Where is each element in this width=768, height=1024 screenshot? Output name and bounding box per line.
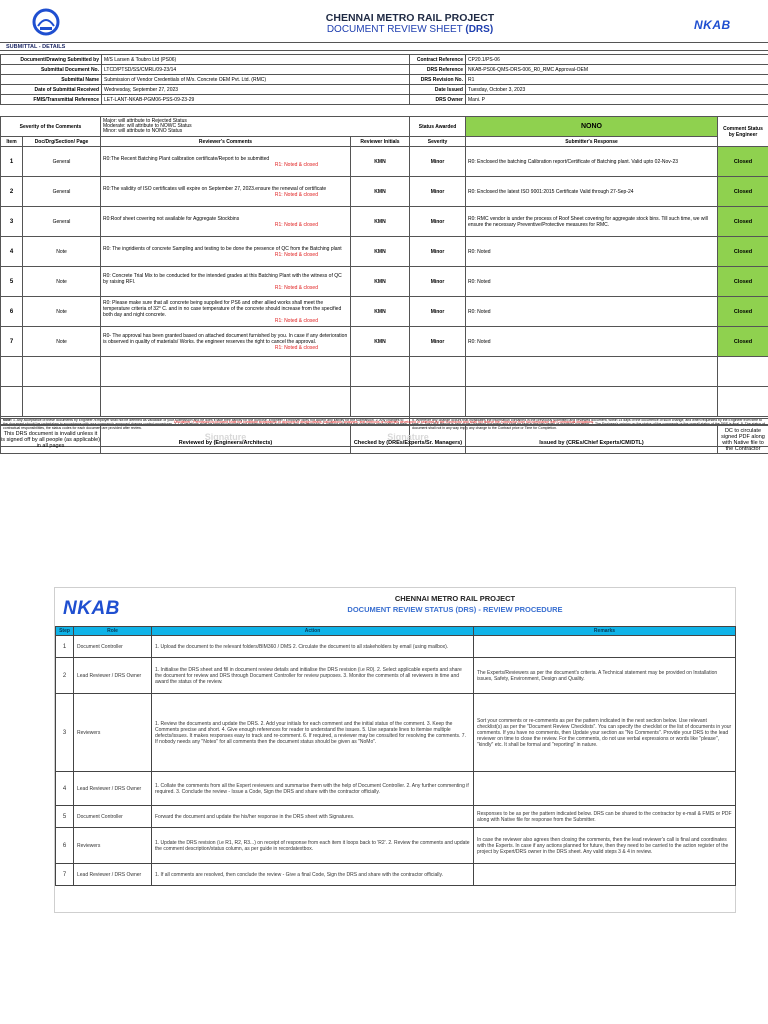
doc-reference: Note [23,297,101,327]
step-number: 1 [56,636,74,658]
disclaimer: Disclaimer : Permission to proceed shall not constitute acceptance or approval of design details, calculations, analyses, test methods or materials developed or selected by the Contractor and shall not relieve the Contractor from full compliance with Contractual obligations. [0,418,768,425]
detail-label: Submittal Name [1,75,102,85]
doc-reference: Note [23,327,101,357]
step-role: Lead Reviewer / DRS Owner [74,772,152,806]
step-remarks: Responses to be as per the pattern indicated below. DRS can be shared to the contractor by e-mail & FMIS or PDF along with Native file for response from the Submitter. [474,806,736,828]
submitter-response: R0: RMC vendor is under the process of Roof Sheet covering for aggregate stock bins. Till such time, we will ensure the necessary Preventive/Protective measures for RMC. [466,207,718,237]
col-doc: Doc/Drg/Section/ Page [23,137,101,147]
comment-status-badge: Closed [718,327,768,357]
submitter-response: R0: Enclosed the latest ISO 9001:2015 Certificate Valid through 27-Sep-24 [466,177,718,207]
submitter-response: R0: Enclosed the batching Calibration report/Certificate of Batching plant. Valid upto 02-Nov-23 [466,147,718,177]
table-row-empty [1,357,768,387]
doc-reference: Note [23,237,101,267]
step-action: 1. Upload the document to the relevant folders/BIM360 / DMS 2. Circulate the document to all stakeholders by email (using mailbox). [152,636,474,658]
severity-label: Severity of the Comments [1,117,101,137]
submitter-response: R0: Noted [466,297,718,327]
severity-value: Minor [410,207,466,237]
comment-status-badge: Closed [718,207,768,237]
nkab-logo: NKAB [694,18,731,32]
table-row [1,327,768,357]
issued-signature: Issued by (CREs/Chief Experts/CM/DTL) [466,426,718,454]
detail-value: LET-LANT-NKAB-PGM06-PSS-09-23-29 [102,95,410,105]
item-number: 4 [1,237,23,267]
detail-value: CP20.1/PS-06 [466,55,768,65]
reviewer-comment: R0:Roof sheet covering not available for Aggregate Stockbins R1: Noted & closed [101,207,351,237]
r1-note: R1: Noted & closed [274,284,318,291]
item-number: 3 [1,207,23,237]
reviewer-initials: KMN [351,237,410,267]
document-review-sheet [0,0,768,452]
step-role: Reviewers [74,828,152,864]
r1-note: R1: Noted & closed [274,191,318,198]
step-number: 3 [56,694,74,772]
cmrl-logo-icon [32,8,60,36]
col-response: Submitter's Response [466,137,718,147]
step-role: Lead Reviewer / DRS Owner [74,864,152,886]
invalid-note: This DRS document is invalid unless it is signed off by all people (as applicable) in all pages [1,426,101,454]
procedure-row [56,864,736,886]
proc-col-remarks: Remarks [474,627,736,636]
comment-status-badge: Closed [718,237,768,267]
step-remarks [474,636,736,658]
status-awarded-value: NONO [466,117,718,137]
reviewer-comment: R0: Please make sure that all concrete being supplied for PS6 and other allied works shall meet the temperature criteria of 32° C. and in no case temperature of the concrete should increase from the specified both day and night concrete. R1: Noted & closed [101,297,351,327]
step-number: 2 [56,658,74,694]
r1-note: R1: Noted & closed [274,251,318,258]
table-row [1,147,768,177]
reviewer-initials: KMN [351,267,410,297]
procedure-project-title: CHENNAI METRO RAIL PROJECT [394,594,516,603]
step-remarks: The Experts/Reviewers as per the document's criteria. A Technical statement may be provided on Installation issues, Safety, Environment, Design and Quality. [474,658,736,694]
notes-right: 5. Wherever any change occurs that invalidates the information contained in the previously submitted and reviewed document, within 14 days of the occurrence of such change, and when requested by the Engineer from time to time. 6. The DRS Report is part of the Drawing/Document and shall be kept in the last pages of drawing/Document. 7. The Engineer's opinion on the status of the comments or the overall status of the DRS is final. 8. The status of document shall not in any way imply any change to the Contract price or Time for Completion. [410,417,768,447]
submitter-response: R0: Noted [466,267,718,297]
review-comments-table [0,116,768,447]
step-action: 1. Collate the comments from all the Expert reviewers and summarise them with the help of Document Controller. 2. Any further commenting if required. 3. Conclude the review - Issue a Code, Sign the DRS and share with the contractor officially. [152,772,474,806]
proc-col-role: Role [74,627,152,636]
step-action: 1. Initialise the DRS sheet and fill in document review details and initialise the DRS revision (i.e R0). 2. Select applicable experts and share the document for review and DRS through Document Controller for review purposes. 3. Monitor the comments of all reviewers in time and award the status of the review. [152,658,474,694]
table-row [1,297,768,327]
table-row [1,207,768,237]
reviewer-initials: KMN [351,177,410,207]
table-row [1,177,768,207]
severity-legend: Major: will attribute to Rejected Status Moderate: will attribute to NOWC Status Minor: will attribute to NONO Status [101,117,410,137]
step-action: 1. If all comments are resolved, then conclude the review - Give a final Code, Sign the DRS and share with the contractor officially. [152,864,474,886]
doc-reference: General [23,207,101,237]
r1-note: R1: Noted & closed [274,344,318,351]
reviewer-initials: KMN [351,207,410,237]
step-action: 1. Update the DRS revision (i.e R1, R2, R3...) on receipt of response from each item it loops back to 'R2'. 2. Review the comments and update the comment description/status column, as per guide in recordatextbox. [152,828,474,864]
step-action: 1. Review the documents and update the DRS. 2. Add your initials for each comment and the initial status of the comment. 3. Keep the Comments precise and short. 4. Give enough references for reader to understand the issues. 5. Use separate lines to itemise multiple defects/issues. It makes responses easy to track and re-comment. 6. If required, a reviewer may be consulted for resolving the comments. 7. If nobody needs any "Notes" for all comments then the document status should be given as "NoMo". [152,694,474,772]
detail-value: NKAB-PS06-QMS-DRS-006_R0_RMC Approval-OEM [466,65,768,75]
nkab-logo: NKAB [63,598,120,619]
comment-status-badge: Closed [718,267,768,297]
submittal-details-table [0,54,768,105]
table-row-empty [1,387,768,417]
detail-label: Date Issued [410,85,466,95]
item-number: 5 [1,267,23,297]
submitter-response: R0: Noted [466,327,718,357]
detail-label: DRS Owner [410,95,466,105]
step-number: 6 [56,828,74,864]
detail-value: M/S Larsen & Toubro Ltd (PS06) [102,55,410,65]
section-title: SUBMITTAL - DETAILS [0,42,768,51]
sheet-title: DOCUMENT REVIEW SHEET (DRS) [326,24,494,35]
detail-value: Submission of Vendor Credentials of M/s. Concrete OEM Pvt. Ltd. (RMC) [102,75,410,85]
sheet-header [0,0,768,42]
item-number: 2 [1,177,23,207]
detail-label: Document/Drawing Submitted by [1,55,102,65]
status-awarded-label: Status Awarded [410,117,466,137]
procedure-subtitle: DOCUMENT REVIEW STATUS (DRS) - REVIEW PROCEDURE [347,605,563,614]
r1-note: R1: Noted & closed [274,317,318,324]
reviewer-comment: R0: Concrete Trial Mix to be conducted for the intended grades at this Batching Plant with the witness of QC by raising RFI. R1: Noted & closed [101,267,351,297]
detail-value: LTCD/PTSD/SS/CMRL/09-23/14 [102,65,410,75]
step-number: 4 [56,772,74,806]
comment-status-badge: Closed [718,177,768,207]
step-number: 7 [56,864,74,886]
detail-value: R1 [466,75,768,85]
severity-value: Minor [410,177,466,207]
detail-value: Wednesday, September 27, 2023 [102,85,410,95]
procedure-row [56,828,736,864]
reviewed-signature: Signature Reviewed by (Engineers/Architects) [101,426,351,454]
checked-signature: Signature Checked by (DREs/Experts/Sr. Managers) [351,426,466,454]
reviewer-initials: KMN [351,327,410,357]
r1-note: R1: Noted & closed [274,161,318,168]
item-number: 7 [1,327,23,357]
detail-value: Tuesday, October 3, 2023 [466,85,768,95]
severity-value: Minor [410,267,466,297]
procedure-row [56,694,736,772]
review-procedure-image [55,588,735,912]
project-title: CHENNAI METRO RAIL PROJECT [325,12,495,24]
signoff-table [0,425,768,454]
r1-note: R1: Noted & closed [274,221,318,228]
reviewer-comment: R0:The Recent Batching Plant calibration certificate/Report to be submitted R1: Noted & closed [101,147,351,177]
col-comments: Reviewer's Comments [101,137,351,147]
detail-label: Contract Reference [410,55,466,65]
reviewer-initials: KMN [351,147,410,177]
procedure-row [56,806,736,828]
step-remarks: Sort your comments or re-comments as per the pattern indicated in the next section below. Use relevant checklist(s) as per the "Document Review Checklists". You can specify the checklist or the list of documents in your comments. If you have no comments, then Update your section as "No Comments". Provide your DRS to the lead reviewer on time to close the review. For the comments, do not use verbal expressions or words like "please", "kindly" etc. It shall be formal and "reporting" in nature. [474,694,736,772]
procedure-table [55,626,736,886]
item-number: 6 [1,297,23,327]
proc-col-step: Step [56,627,74,636]
reviewer-initials: KMN [351,297,410,327]
detail-value: Mani. P [466,95,768,105]
severity-value: Minor [410,237,466,267]
step-role: Lead Reviewer / DRS Owner [74,658,152,694]
step-action: Forward the document and update the his/her response in the DRS sheet with Signatures. [152,806,474,828]
table-row [1,237,768,267]
procedure-row [56,772,736,806]
reviewer-comment: R0- The approval has been granted based on attached document furnished by you. In case if any deterioration is observed in quality of materials/ Works. the engineer reserves the right to cancel the approval. R1: Noted & closed [101,327,351,357]
severity-value: Minor [410,297,466,327]
step-remarks: In case the reviewer also agrees then closing the comments, then the lead reviewer's call is final and coordinates with the Experts. In case if any actions planned for future, then they need to be carried to the action register of the project by Expert/DRS owner in the DRS sheet. Any valid steps 3 & 4 in review. [474,828,736,864]
step-remarks [474,864,736,886]
table-row [1,267,768,297]
step-role: Reviewers [74,694,152,772]
proc-col-action: Action [152,627,474,636]
item-number: 1 [1,147,23,177]
doc-reference: Note [23,267,101,297]
doc-reference: General [23,147,101,177]
col-item: Item [1,137,23,147]
procedure-row [56,636,736,658]
submitter-response: R0: Noted [466,237,718,267]
comment-status-badge: Closed [718,297,768,327]
detail-label: FMIS/Transmittal Reference [1,95,102,105]
severity-value: Minor [410,147,466,177]
step-role: Document Controller [74,636,152,658]
detail-label: DRS Reference [410,65,466,75]
step-role: Document Controller [74,806,152,828]
col-initials: Reviewer Initials [351,137,410,147]
procedure-row [56,658,736,694]
severity-value: Minor [410,327,466,357]
comment-status-header: Comment Status by Engineer [718,117,768,147]
reviewer-comment: R0: The ingridients of concrete Sampling and testing to be done the presence of QC from the Batching plant R1: Noted & closed [101,237,351,267]
col-severity: Severity [410,137,466,147]
step-number: 5 [56,806,74,828]
detail-label: Submittal Document No. [1,65,102,75]
detail-label: DRS Revision No. [410,75,466,85]
step-remarks [474,772,736,806]
comment-status-badge: Closed [718,147,768,177]
notes-left: Note: 1. Any acceptance of these documents by Engineer /Employer shall not be deemed as validation of your submission and he does it take their liability for the purpose. Engineer / Employer does not accept any liability for the submission. 2. Any changes to the document should be undertaken in accordance with your company's approved change control procedures. 3. Lot variations must be formally recorded and evidence should accompany any resubmission. 4. Without relieving the originating organization of their contractual responsibilities, the status codes for each document are provided after review. [1,417,410,447]
dc-note: DC to circulate signed PDF along with Native file to the Contractor [718,426,768,454]
detail-label: Date of Submittal Received [1,85,102,95]
reviewer-comment: R0:The validity of ISO certificates will expire on September 27, 2023.ensure the renewal of certificate R1: Noted & closed [101,177,351,207]
doc-reference: General [23,177,101,207]
